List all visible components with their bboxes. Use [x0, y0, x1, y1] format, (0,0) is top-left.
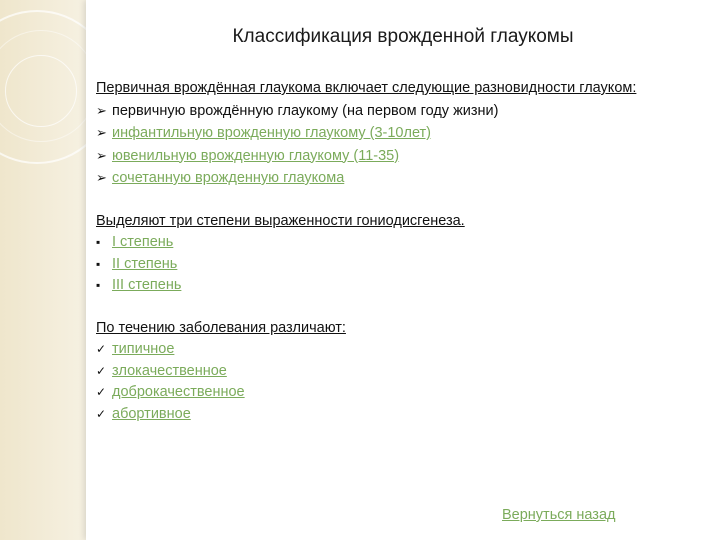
section-heading: По течению заболевания различают:	[96, 319, 346, 336]
list-item[interactable]	[96, 122, 696, 145]
arrow-bullet-icon: ➢	[96, 170, 107, 185]
slide-title: Классификация врожденной глаукомы	[232, 26, 574, 47]
arrow-bullet-icon: ➢	[96, 102, 107, 118]
checkmark-bullet-icon: ✓	[96, 342, 107, 356]
list-item[interactable]	[96, 361, 696, 383]
typical-link[interactable]: типичное	[112, 341, 175, 357]
malignant-link[interactable]: злокачественное	[112, 362, 227, 379]
list-item[interactable]	[96, 167, 696, 190]
arrow-bullet-icon: ➢	[96, 125, 107, 140]
degree-3-link[interactable]: III степень	[112, 277, 182, 293]
square-bullet-icon: ▪	[96, 235, 101, 249]
square-bullet-icon: ▪	[96, 256, 101, 271]
degree-1-link[interactable]: I степень	[112, 234, 174, 250]
list-item[interactable]	[96, 382, 696, 404]
section-primary-glaucoma	[96, 78, 696, 190]
list-item: ➢ первичную врождённую глаукому (на первом году жизни)	[96, 100, 696, 123]
section-heading: Выделяют три степени выраженности гониодисгенеза.	[96, 212, 465, 229]
benign-link[interactable]: доброкачественное	[112, 384, 245, 400]
checkmark-bullet-icon: ✓	[96, 385, 107, 399]
square-bullet-icon: ▪	[96, 278, 101, 292]
combined-link[interactable]: сочетанную врожденную глаукома	[112, 170, 345, 186]
infantile-link[interactable]: инфантильную врожденную глаукому (3-10лет)	[112, 125, 432, 141]
juvenile-link[interactable]: ювенильную врожденную глаукому (11-35)	[112, 147, 400, 164]
back-link[interactable]: Вернуться назад	[502, 507, 616, 523]
slide-panel	[86, 0, 720, 540]
list-item[interactable]	[96, 339, 696, 361]
section-heading: Первичная врождённая глаукома включает следующие разновидности глауком:	[96, 80, 637, 96]
list-item[interactable]	[96, 254, 696, 276]
list-item[interactable]	[96, 275, 696, 297]
list-item[interactable]	[96, 404, 696, 426]
checkmark-bullet-icon: ✓	[96, 406, 107, 421]
list-item[interactable]	[96, 145, 696, 168]
section-goniodysgenesis	[96, 211, 696, 297]
section-course	[96, 318, 696, 426]
slide-content	[96, 78, 696, 446]
degree-2-link[interactable]: II степень	[112, 255, 178, 272]
arrow-bullet-icon: ➢	[96, 147, 107, 163]
abortive-link[interactable]: абортивное	[112, 405, 191, 422]
checkmark-bullet-icon: ✓	[96, 363, 107, 378]
list-item[interactable]	[96, 232, 696, 254]
